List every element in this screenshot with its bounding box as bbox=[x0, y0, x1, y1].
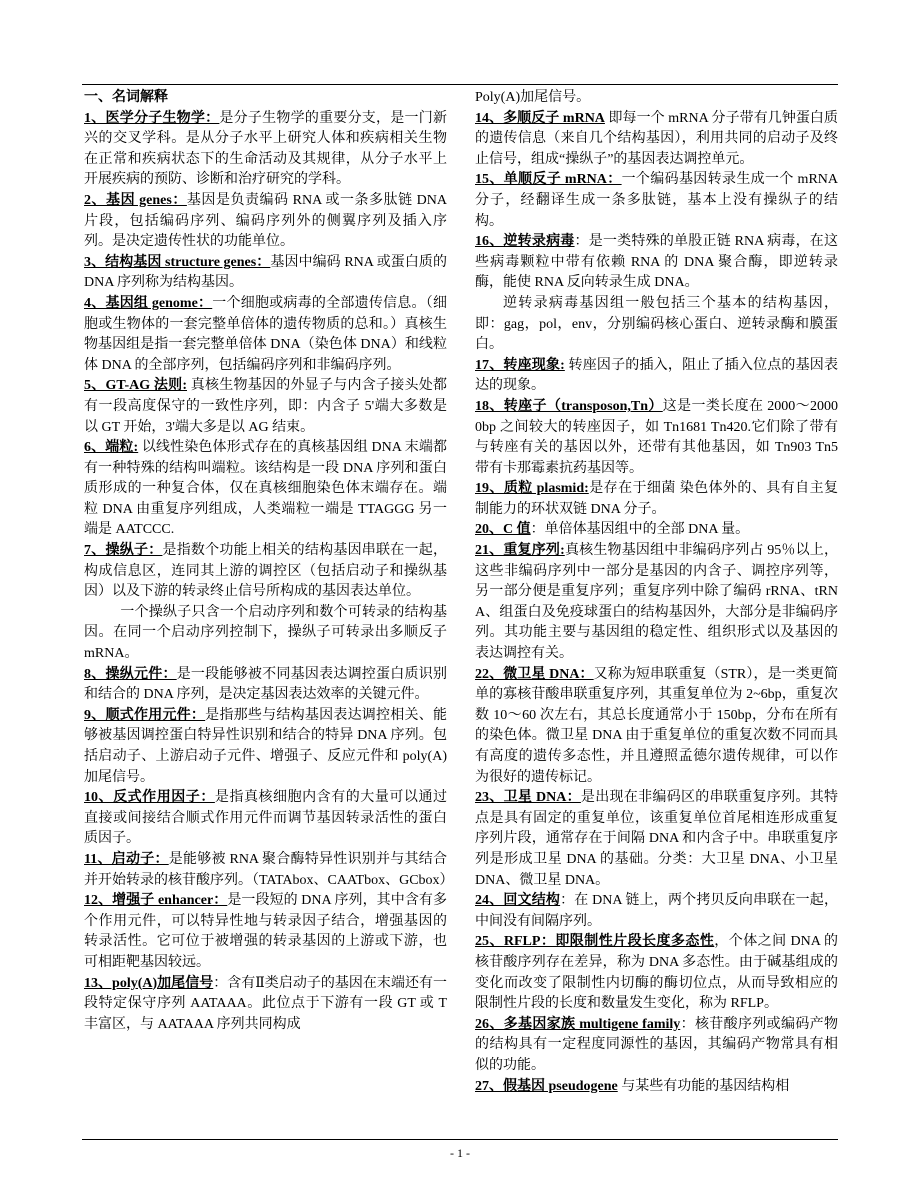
entry-term: 17、转座现象: bbox=[475, 357, 565, 373]
entry-19 bbox=[475, 479, 838, 520]
entry-term: 3、结构基因 structure genes： bbox=[84, 254, 271, 270]
entry-term: 9、顺式作用元件： bbox=[84, 707, 206, 723]
entry-7 bbox=[84, 541, 447, 603]
entry-term: 26、多基因家族 multigene family bbox=[475, 1016, 681, 1032]
entry-text: ：是一类特殊的单股正链 RNA 病毒，在这些病毒颗粒中带有依赖 RNA 的 DNA 聚合酶，即逆转录酶，能使 RNA 反向转录生成 DNA。 bbox=[475, 234, 839, 291]
entry-text: 基因是负责编码 RNA 或一条多肽链 DNA 片段，包括编码序列、编码序列外的侧翼序列及插入序列。是决定遗传性状的功能单位。 bbox=[84, 192, 447, 250]
entry-term: 8、操纵元件： bbox=[84, 666, 177, 682]
entry-20 bbox=[475, 520, 838, 541]
entry-term: 12、增强子 enhancer： bbox=[84, 893, 228, 909]
entry-term: 15、单顺反子 mRNA： bbox=[475, 172, 622, 188]
entry-text: 是指数个功能上相关的结构基因串联在一起，构成信息区，连同其上游的调控区（包括启动子和操纵基因）以及下游的转录终止信号所构成的基因表达单位。 bbox=[84, 543, 448, 600]
entry-text: 是一段短的 DNA 序列，其中含有多个作用元件，可以特异性地与转录因子结合，增强基因的转录活性。它可位于被增强的转录基因的上游或下游，也可相距靶基因较远。 bbox=[84, 893, 447, 970]
entry-text: 一个编码基因转录生成一个 mRNA 分子，经翻译生成一条多肽链，基本上没有操纵子的结构。 bbox=[475, 172, 839, 229]
entry-term: 24、回文结构 bbox=[475, 893, 561, 909]
entry-6 bbox=[84, 438, 447, 541]
entry-text: 是存在于细菌 染色体外的、具有自主复制能力的环状双链 DNA 分子。 bbox=[475, 481, 839, 517]
entry-12 bbox=[84, 891, 447, 973]
entry-text: 是能够被 RNA 聚合酶特异性识别并与其结合并开始转录的核苷酸序列。（TATAbox、CAATbox、GCbox） bbox=[84, 851, 454, 888]
entry-text: 是指真核细胞内含有的大量可以通过直接或间接结合顺式作用元件而调节基因转录活性的蛋白质因子。 bbox=[84, 790, 447, 847]
entry-7-note bbox=[84, 603, 447, 665]
entry-23 bbox=[475, 788, 838, 891]
entry-text: ：单倍体基因组中的全部 DNA 量。 bbox=[530, 522, 750, 538]
entry-13 bbox=[84, 974, 447, 1036]
entry-text: 真核生物基因的外显子与内含子接头处都有一段高度保守的一致性序列，即：内含子 5'端大多数是以 GT 开始，3'端大多是以 AG 结束。 bbox=[84, 378, 447, 435]
entry-text: 是指那些与结构基因表达调控相关、能够被基因调控蛋白特异性识别和结合的特异 DNA 序列。包括启动子、上游启动子元件、增强子、反应元件和 poly(A)加尾信号。 bbox=[84, 707, 448, 785]
entry-term: 7、操纵子： bbox=[84, 543, 163, 559]
entry-9 bbox=[84, 706, 447, 788]
entry-17 bbox=[475, 356, 838, 397]
entry-text: 与某些有功能的基因结构相 bbox=[617, 1078, 790, 1094]
entry-21 bbox=[475, 541, 838, 665]
page-number: - 1 - bbox=[450, 1146, 470, 1160]
entry-term: 6、端粒: bbox=[84, 440, 139, 456]
entry-text: 一个细胞或病毒的全部遗传信息。（细胞或生物体的一套完整单倍体的遗传物质的总和。）真核生物基因组是指一套完整单倍体 DNA（染色体 DNA）和线粒体 DNA 的全部序列，包括编码序列和非编码序列。 bbox=[84, 295, 447, 373]
entry-text: 逆转录病毒基因组一般包括三个基本的结构基因，即：gag，pol，env，分别编码核心蛋白、逆转录酶和膜蛋白。 bbox=[475, 295, 838, 353]
entry-text: 是分子生物学的重要分支，是一门新兴的交叉学科。是从分子水平上研究人体和疾病相关生物在正常和疾病状态下的生命活动及其规律，从分子水平上开展疾病的预防、诊断和治疗研究的学科。 bbox=[84, 110, 448, 188]
entry-11 bbox=[84, 850, 454, 891]
entry-24 bbox=[475, 891, 838, 932]
entry-10 bbox=[84, 788, 447, 850]
entry-text: 即每一个 mRNA 分子带有几钟蛋白质的遗传信息（来自几个结构基因），利用共同的启动子及终止信号，组成“操纵子”的基因表达调控单元。 bbox=[475, 110, 838, 167]
entry-8 bbox=[84, 665, 447, 706]
entry-26 bbox=[475, 1015, 838, 1077]
entry-term: 27、假基因 pseudogene bbox=[475, 1078, 618, 1094]
entry-term: 4、基因组 genome： bbox=[84, 295, 213, 311]
entry-term: 23、卫星 DNA： bbox=[475, 790, 581, 806]
continuation-text: Poly(A)加尾信号。 bbox=[475, 90, 591, 105]
entry-text: ，个体之间 DNA 的核苷酸序列存在差异，称为 DNA 多态性。由于碱基组成的变化而改变了限制性内切酶的酶切位点，从而导致相应的限制性片段的长度和数量发生变化，称为 RFLP。 bbox=[475, 934, 838, 1012]
entry-term: 13、poly(A)加尾信号 bbox=[84, 975, 214, 991]
entry-5 bbox=[84, 376, 447, 438]
entry-term: 22、微卫星 DNA： bbox=[475, 666, 594, 682]
entry-text: 真核生物基因组中非编码序列占 95％以上，这些非编码序列中一部分是基因的内含子、调控序列等，另一部分便是重复序列；重复序列中除了编码 rRNA、tRNA、组蛋白及免疫球蛋白的结构基因外，大部分是非编码序列。其功能主要与基因组的稳定性、组织形式以及基因的表达调控有关。 bbox=[475, 543, 838, 662]
entry-text: ：在 DNA 链上，两个拷贝反向串联在一起，中间没有间隔序列。 bbox=[475, 893, 838, 929]
entry-term: 19、质粒 plasmid: bbox=[475, 481, 589, 497]
entry-3 bbox=[84, 253, 447, 294]
entry-text: 是出现在非编码区的串联重复序列。其特点是具有固定的重复单位，该重复单位首尾相连形成重复序列片段，通常存在于间隔 DNA 和内含子中。串联重复序列是形成卫星 DNA 的基础。分类：大卫星 DNA、小卫星 DNA、微卫星 DNA。 bbox=[475, 790, 838, 888]
entry-text: 又称为短串联重复（STR），是一类更简单的寡核苷酸串联重复序列，其重复单位为 2~6bp，重复次数 10～60 次左右，其总长度通常小于 150bp，分布在所有的染色体。微卫星 DNA 由于重复单位的重复次数不同而具有高度的遗传多态性，并且遵照孟德尔遗传规律，可以作为很好的遗传标记。 bbox=[475, 666, 838, 785]
entry-16-note bbox=[475, 294, 838, 356]
entry-text: 一个操纵子只含一个启动序列和数个可转录的结构基因。在同一个启动序列控制下，操纵子可转录出多顺反子 mRNA。 bbox=[84, 604, 447, 662]
entry-term: 10、反式作用因子： bbox=[84, 790, 215, 806]
entry-term: 20、C 值 bbox=[475, 522, 531, 538]
footer-rule bbox=[82, 1139, 838, 1140]
header-rule bbox=[82, 84, 838, 85]
right-column bbox=[475, 88, 838, 1097]
entry-term: 1、医学分子生物学： bbox=[84, 110, 220, 126]
entry-term: 5、GT-AG 法则: bbox=[84, 378, 188, 394]
entry-14 bbox=[475, 109, 838, 171]
entry-term: 25、RFLP：即限制性片段长度多态性 bbox=[475, 934, 715, 950]
section-heading: 一、名词解释 bbox=[84, 90, 168, 105]
entry-text: ：核苷酸序列或编码产物的结构具有一定程度同源性的基因，其编码产物常具有相似的功能。 bbox=[475, 1016, 838, 1073]
entry-2 bbox=[84, 191, 447, 253]
entry-text: 这是一类长度在 2000～20000bp 之间较大的转座因子，如 Tn1681 Tn420.它们除了带有与转座有关的基因以外，还带有其他基因，如 Tn903 Tn5 带有卡那霉素抗药基因等。 bbox=[475, 398, 838, 476]
entry-term: 14、多顺反子 mRNA bbox=[475, 110, 605, 126]
entry-18 bbox=[475, 397, 838, 479]
entry-term: 18、转座子（transposon,Tn） bbox=[475, 398, 663, 414]
entry-22 bbox=[475, 665, 838, 789]
entry-term: 21、重复序列: bbox=[475, 543, 565, 559]
entry-16 bbox=[475, 232, 838, 294]
entry-4 bbox=[84, 294, 447, 376]
entry-text: 以线性染色体形式存在的真核基因组 DNA 末端都有一种特殊的结构叫端粒。该结构是一段 DNA 序列和蛋白质形成的一种复合体，仅在真核细胞染色体末端存在。端粒 DNA 由重复序列组成，人类端粒一端是 TTAGGG 另一端是 AATCCC. bbox=[84, 440, 447, 538]
entry-27 bbox=[475, 1077, 838, 1098]
entry-1 bbox=[84, 109, 447, 191]
entry-term: 11、启动子： bbox=[84, 851, 169, 867]
entry-text: 基因中编码 RNA 或蛋白质的 DNA 序列称为结构基因。 bbox=[84, 254, 447, 291]
entry-25 bbox=[475, 932, 838, 1014]
entry-term: 16、逆转录病毒 bbox=[475, 234, 575, 250]
entry-15 bbox=[475, 170, 838, 232]
entry-text: 转座因子的插入，阻止了插入位点的基因表达的现象。 bbox=[475, 357, 838, 394]
entry-term: 2、基因 genes： bbox=[84, 192, 187, 208]
left-column bbox=[84, 88, 454, 1035]
entry-text: ：含有Ⅱ类启动子的基因在末端还有一段特定保守序列 AATAAA。此位点于下游有一段 GT 或 T 丰富区，与 AATAAA 序列共同构成 bbox=[84, 975, 447, 1032]
entry-text: 是一段能够被不同基因表达调控蛋白质识别和结合的 DNA 序列，是决定基因表达效率的关键元件。 bbox=[84, 666, 448, 703]
